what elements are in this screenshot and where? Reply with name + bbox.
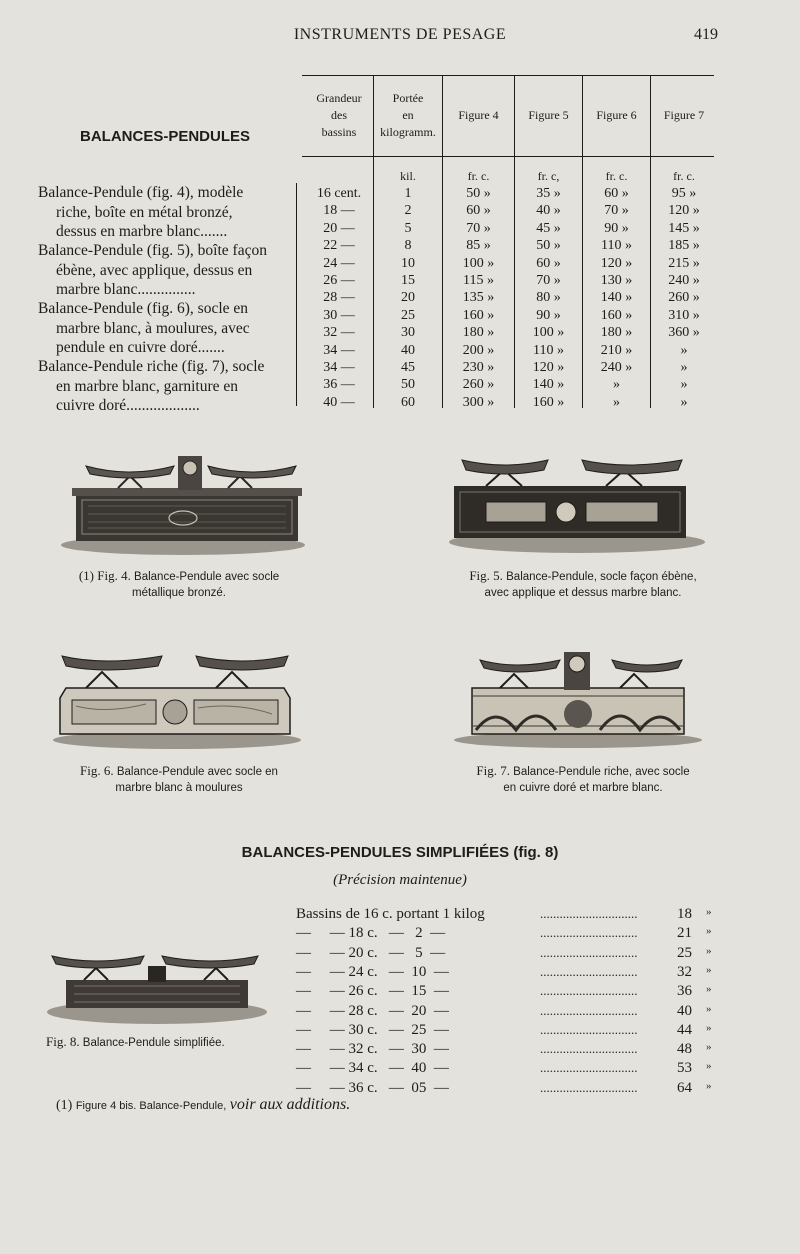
price-list-label: — — 34 c. — 40 — — [296, 1060, 449, 1077]
table-cell-price-fig7: 95 » — [671, 186, 697, 201]
table-cell-size: 36 — — [323, 377, 355, 393]
leader-dots: .............................. — [540, 925, 638, 941]
page-number: 419 — [694, 26, 718, 43]
table-cell-price-fig6: 160 » — [600, 307, 633, 323]
table-cell-size: 34 — — [323, 360, 355, 375]
description-fig5: Balance-Pendule (fig. 5), boîte façon ébène, avec applique, dessus en marbre blanc............... — [38, 242, 267, 298]
table-cell-price-fig6: 210 » — [600, 342, 633, 358]
price-value: 18 — [677, 906, 692, 922]
balance-fig8-illustration — [44, 950, 270, 1028]
table-cell-price-fig4: 115 » — [463, 273, 494, 288]
caption-fig4: (1) Fig. 4. Balance-Pendule avec socle métallique bronzé. — [78, 568, 280, 599]
table-cell-price-fig5: 160 » — [532, 394, 565, 410]
table-cell-capacity: 8 — [404, 238, 412, 254]
section-subtitle: (Précision maintenue) — [333, 872, 467, 888]
unit-label: fr. c, — [537, 169, 560, 183]
table-cell-price-fig5: 110 » — [533, 342, 564, 358]
footnote: (1) Figure 4 bis. Balance-Pendule, voir aux additions. — [56, 1096, 351, 1113]
table-cell-price-fig6: » — [613, 377, 620, 393]
table-cell-capacity: 45 — [401, 360, 415, 375]
leader-dots: .............................. — [540, 963, 638, 979]
table-cell-capacity: 25 — [401, 307, 415, 323]
table-cell-price-fig4: 230 » — [462, 360, 495, 375]
table-cell-capacity: 1 — [404, 186, 412, 201]
caption-fig8: Fig. 8. Balance-Pendule simplifiée. — [46, 1034, 225, 1049]
table-cell-size: 18 — — [323, 203, 355, 219]
table-cell-price-fig7: 145 » — [668, 220, 700, 236]
centimes-mark: » — [706, 983, 712, 996]
table-cell-price-fig7: » — [680, 342, 688, 358]
leader-dots: .............................. — [540, 983, 638, 999]
price-value: 53 — [677, 1060, 692, 1077]
table-cell-price-fig6: 130 » — [600, 273, 633, 288]
table-cell-price-fig5: 120 » — [532, 360, 565, 375]
table-cell-capacity: 60 — [401, 394, 415, 410]
description-brace — [296, 183, 307, 406]
balance-fig6-illustration — [46, 648, 308, 750]
table-cell-price-fig7: 240 » — [668, 273, 700, 288]
table-cell-capacity: 20 — [401, 290, 415, 306]
table-cell-price-fig7: 360 » — [668, 325, 700, 341]
table-cell-price-fig5: 90 » — [536, 307, 561, 323]
price-list-label: — — 26 c. — 15 — — [296, 983, 449, 1000]
price-value: 25 — [677, 944, 692, 961]
price-value: 44 — [677, 1021, 692, 1038]
centimes-mark: » — [706, 963, 712, 976]
section-title-simplified: BALANCES-PENDULES SIMPLIFIÉES (fig. 8) — [241, 844, 559, 861]
table-cell-price-fig7: 310 » — [668, 307, 700, 323]
table-cell-capacity: 30 — [401, 325, 415, 341]
table-cell-size: 26 — — [323, 273, 355, 288]
table-cell-price-fig4: 85 » — [466, 238, 491, 254]
column-header-fig6: Figure 6 — [596, 108, 637, 122]
centimes-mark: » — [706, 1002, 712, 1015]
centimes-mark: » — [706, 944, 712, 957]
table-cell-size: 20 — — [323, 220, 355, 236]
table-cell-price-fig5: 140 » — [532, 377, 565, 393]
price-list-label: — — 28 c. — 20 — — [296, 1002, 449, 1019]
centimes-mark: » — [706, 1041, 712, 1054]
table-cell-price-fig5: 50 » — [536, 238, 561, 254]
table-cell-price-fig4: 135 » — [462, 290, 495, 306]
table-cell-price-fig7: » — [680, 377, 688, 393]
table-cell-price-fig7: 260 » — [668, 290, 700, 306]
table-cell-price-fig5: 80 » — [536, 290, 561, 306]
table-cell-price-fig7: » — [680, 394, 688, 410]
table-cell-price-fig6: 140 » — [600, 290, 633, 306]
balance-fig5-illustration — [446, 450, 708, 554]
table-cell-price-fig4: 180 » — [462, 325, 495, 341]
table-header-rule — [302, 156, 714, 157]
leader-dots: .............................. — [540, 1021, 638, 1037]
table-cell-price-fig6: 240 » — [600, 360, 633, 375]
centimes-mark: » — [706, 906, 712, 918]
table-cell-capacity: 15 — [401, 273, 415, 288]
balance-fig4-illustration — [58, 448, 308, 558]
description-fig4: Balance-Pendule (fig. 4), modèle riche, boîte en métal bronzé, dessus en marbre blanc....... — [38, 184, 244, 240]
table-cell-price-fig4: 60 » — [466, 203, 491, 219]
leader-dots: .............................. — [540, 944, 638, 960]
centimes-mark: » — [706, 1079, 712, 1092]
table-cell-size: 16 cent. — [316, 186, 362, 201]
price-value: 32 — [677, 963, 692, 980]
table-cell-price-fig7: 120 » — [668, 203, 700, 219]
table-cell-price-fig4: 100 » — [462, 255, 495, 271]
table-cell-price-fig4: 300 » — [462, 394, 495, 410]
balance-fig7-illustration — [450, 646, 706, 750]
table-cell-capacity: 2 — [404, 203, 412, 219]
centimes-mark: » — [706, 925, 712, 938]
column-header-fig4: Figure 4 — [458, 108, 499, 122]
table-cell-price-fig5: 35 » — [536, 186, 561, 201]
unit-label: kil. — [400, 169, 416, 183]
table-cell-capacity: 5 — [404, 220, 412, 236]
table-cell-price-fig5: 100 » — [532, 325, 565, 341]
price-list-label: — — 20 c. — 5 — — [296, 944, 446, 961]
column-header-fig5: Figure 5 — [528, 108, 569, 122]
table-cell-price-fig6: 70 » — [604, 203, 629, 219]
leader-dots: .............................. — [540, 1041, 638, 1057]
price-list-label: Bassins de 16 c. portant 1 kilog — [296, 906, 485, 922]
centimes-mark: » — [706, 1021, 712, 1034]
table-cell-price-fig7: 215 » — [668, 255, 700, 271]
price-value: 40 — [677, 1002, 692, 1019]
table-cell-price-fig6: 110 » — [601, 238, 632, 254]
table-cell-price-fig6: 60 » — [604, 186, 629, 201]
running-title: INSTRUMENTS DE PESAGE — [293, 26, 507, 43]
caption-fig6: Fig. 6. Balance-Pendule avec socle en marbre blanc à moulures — [80, 763, 278, 794]
table-cell-price-fig6: 120 » — [600, 255, 633, 271]
table-cell-size: 24 — — [323, 255, 355, 271]
price-value: 48 — [677, 1041, 692, 1058]
description-fig6: Balance-Pendule (fig. 6), socle en marbre blanc, à moulures, avec pendule en cuivre doré....... — [38, 300, 250, 356]
price-value: 64 — [677, 1079, 692, 1096]
unit-label: fr. c. — [673, 169, 695, 183]
column-header-capacity: Portée en kilogramm. — [380, 91, 436, 139]
leader-dots: .............................. — [540, 1002, 638, 1018]
caption-fig7: Fig. 7. Balance-Pendule riche, avec socle en cuivre doré et marbre blanc. — [476, 763, 690, 794]
leader-dots: .............................. — [540, 1079, 638, 1095]
table-cell-price-fig6: 90 » — [604, 220, 629, 236]
table-cell-size: 40 — — [323, 394, 355, 410]
leader-dots: .............................. — [540, 1060, 638, 1076]
price-value: 36 — [677, 983, 692, 1000]
table-cell-size: 22 — — [323, 238, 355, 254]
table-cell-capacity: 10 — [401, 255, 415, 271]
price-list-label: — — 24 c. — 10 — — [296, 963, 449, 980]
table-cell-price-fig5: 60 » — [536, 255, 561, 271]
description-fig7: Balance-Pendule riche (fig. 7), socle en marbre blanc, garniture en cuivre doré................... — [38, 358, 265, 414]
unit-label: fr. c. — [467, 169, 490, 183]
table-cell-capacity: 50 — [401, 377, 415, 393]
unit-label: fr. c. — [605, 169, 628, 183]
table-cell-size: 30 — — [323, 307, 355, 323]
table-cell-price-fig4: 260 » — [462, 377, 495, 393]
price-list-label: — — 18 c. — 2 — — [296, 925, 446, 942]
table-cell-capacity: 40 — [401, 342, 415, 358]
table-cell-size: 34 — — [323, 342, 355, 358]
column-header-size: Grandeur des bassins — [316, 91, 362, 139]
table-cell-size: 32 — — [323, 325, 355, 341]
table-cell-price-fig4: 50 » — [466, 186, 491, 201]
price-list-label: — — 30 c. — 25 — — [296, 1021, 449, 1038]
table-cell-price-fig5: 40 » — [536, 203, 561, 219]
table-cell-price-fig4: 200 » — [462, 342, 495, 358]
price-list-label: — — 32 c. — 30 — — [296, 1041, 449, 1058]
centimes-mark: » — [706, 1060, 712, 1073]
table-cell-price-fig5: 45 » — [536, 220, 561, 236]
price-value: 21 — [677, 925, 692, 942]
table-cell-price-fig4: 160 » — [462, 307, 495, 323]
table-cell-price-fig6: » — [613, 394, 620, 410]
caption-fig5: Fig. 5. Balance-Pendule, socle façon ébène, avec applique et dessus marbre blanc. — [469, 568, 697, 599]
column-header-fig7: Figure 7 — [663, 108, 705, 122]
table-cell-price-fig5: 70 » — [536, 273, 561, 288]
table-cell-price-fig7: 185 » — [668, 238, 700, 254]
table-cell-price-fig7: » — [680, 360, 688, 375]
table-top-rule — [302, 75, 714, 76]
price-list-label: — — 36 c. — 05 — — [296, 1079, 449, 1096]
section-title: BALANCES-PENDULES — [80, 128, 251, 145]
table-cell-price-fig4: 70 » — [466, 220, 491, 236]
leader-dots: .............................. — [540, 906, 638, 921]
table-cell-price-fig6: 180 » — [600, 325, 633, 341]
table-cell-size: 28 — — [323, 290, 355, 306]
